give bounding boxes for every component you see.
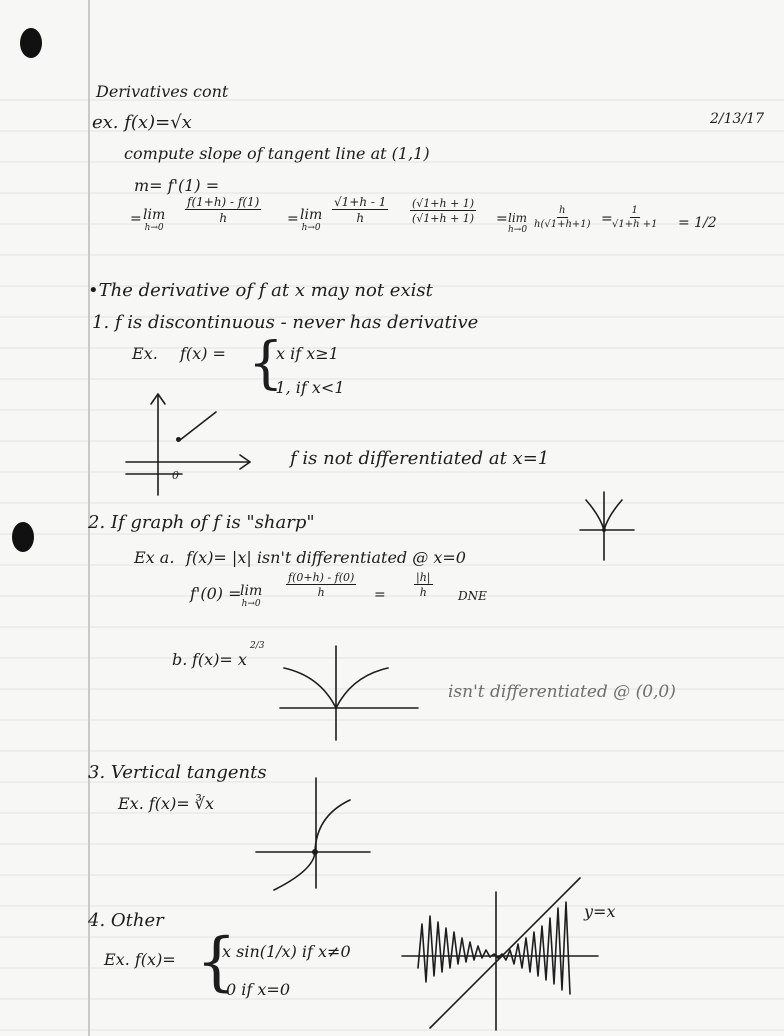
case2-heading: 2. If graph of f is "sharp": [88, 512, 315, 533]
case1-graph-zero: 0: [172, 469, 179, 482]
page-date: 2/13/17: [710, 111, 764, 127]
fraction-4-num: h: [559, 205, 566, 216]
case4-heading: 4. Other: [88, 910, 164, 931]
case2-ex-b-label: b.: [172, 650, 188, 669]
case4-ex-label: Ex. f(x)=: [104, 950, 176, 969]
case2-fraction-1: [286, 572, 356, 598]
fraction-5: [612, 206, 657, 230]
limit-1-sub: h→0: [144, 223, 164, 233]
final-answer: = 1/2: [678, 215, 717, 231]
case2-sketch: [576, 486, 636, 566]
fraction-3: [410, 198, 476, 224]
fraction-5-num: 1: [631, 205, 638, 216]
fraction-2-num: √1+h - 1: [334, 195, 387, 209]
example1-m-def: m= f'(1) =: [134, 176, 220, 195]
case4-brace: {: [196, 925, 237, 999]
fraction-4-den: h(√1+h+1): [534, 219, 591, 230]
limit-3-sub: h→0: [508, 225, 528, 235]
case4-piece1: x sin(1/x) if x≠0: [222, 942, 351, 961]
case2-limit-sub: h→0: [241, 599, 261, 609]
limit-1: [143, 208, 165, 233]
section-intro: •The derivative of f at x may not exist: [88, 280, 433, 301]
case1-brace: {: [248, 331, 284, 396]
example-function: ex. f(x)=√x: [92, 112, 192, 133]
case4-piece2: 0 if x=0: [226, 980, 290, 999]
fraction-3-den: (√1+h + 1): [412, 212, 475, 225]
case2-fprime: f'(0) =: [190, 584, 242, 603]
case1-piece2: -1, if x<1: [270, 378, 345, 397]
fraction-1: [185, 196, 261, 224]
fraction-3-num: (√1+h + 1): [412, 197, 475, 210]
limit-3-text: lim: [508, 211, 528, 225]
limit-3: [508, 212, 527, 235]
case2-fraction-1-den: h: [317, 586, 325, 599]
limit-2-text: lim: [300, 207, 323, 223]
case2-eq: =: [374, 587, 386, 603]
fraction-4: [534, 206, 591, 230]
case2-ex-b-note: isn't differentiated @ (0,0): [448, 682, 676, 702]
limit-1-text: lim: [143, 207, 166, 223]
case2-limit: [240, 584, 262, 609]
case1-fx: f(x) =: [180, 344, 226, 363]
case2-graph: [276, 636, 426, 746]
case1-piece1: x if x≥1: [276, 344, 339, 363]
page-title: Derivatives cont: [96, 82, 229, 101]
case2-fraction-2-den: h: [419, 586, 427, 599]
case2-ex-b-text: f(x)= x: [192, 650, 247, 669]
case1-ex-label: Ex.: [132, 344, 158, 363]
case4-graph: [400, 872, 600, 1032]
limit-2: [300, 208, 322, 233]
case2-fraction-2-num: |h|: [416, 571, 431, 584]
case2-ex-b-exponent: 2/3: [250, 641, 265, 651]
case2-dne: DNE: [458, 589, 487, 603]
eq-sign-1: =: [130, 211, 142, 227]
fraction-1-num: f(1+h) - f(1): [187, 195, 260, 209]
case2-ex-a-text: f(x)= |x| isn't differentiated @ x=0: [186, 548, 466, 567]
binder-hole-middle: [12, 522, 34, 552]
case3-graph: [254, 772, 374, 892]
case2-ex-a-label: Ex a.: [134, 548, 175, 567]
fraction-5-den: √1+h +1: [612, 219, 658, 230]
binder-hole-top: [20, 28, 42, 58]
eq-sign-3: =: [496, 211, 508, 227]
fraction-2-den: h: [356, 211, 365, 225]
eq-sign-4: =: [601, 211, 613, 227]
case4-graph-label: y=x: [584, 902, 616, 921]
case3-heading: 3. Vertical tangents: [88, 762, 267, 783]
example1-task: compute slope of tangent line at (1,1): [124, 144, 430, 163]
case2-fraction-2: [414, 572, 433, 598]
case2-limit-text: lim: [240, 583, 263, 599]
case1-note: f is not differentiated at x=1: [290, 448, 550, 469]
case3-ex-text: Ex. f(x)= ∛x: [118, 794, 215, 813]
case1-graph: [122, 390, 262, 500]
eq-sign-2: =: [287, 211, 299, 227]
fraction-1-den: h: [219, 211, 228, 225]
fraction-2: [332, 196, 388, 224]
limit-2-sub: h→0: [301, 223, 321, 233]
case2-fraction-1-num: f(0+h) - f(0): [288, 571, 355, 584]
case1-heading: 1. f is discontinuous - never has derivative: [92, 312, 479, 333]
case1-open-dot: [176, 437, 181, 442]
